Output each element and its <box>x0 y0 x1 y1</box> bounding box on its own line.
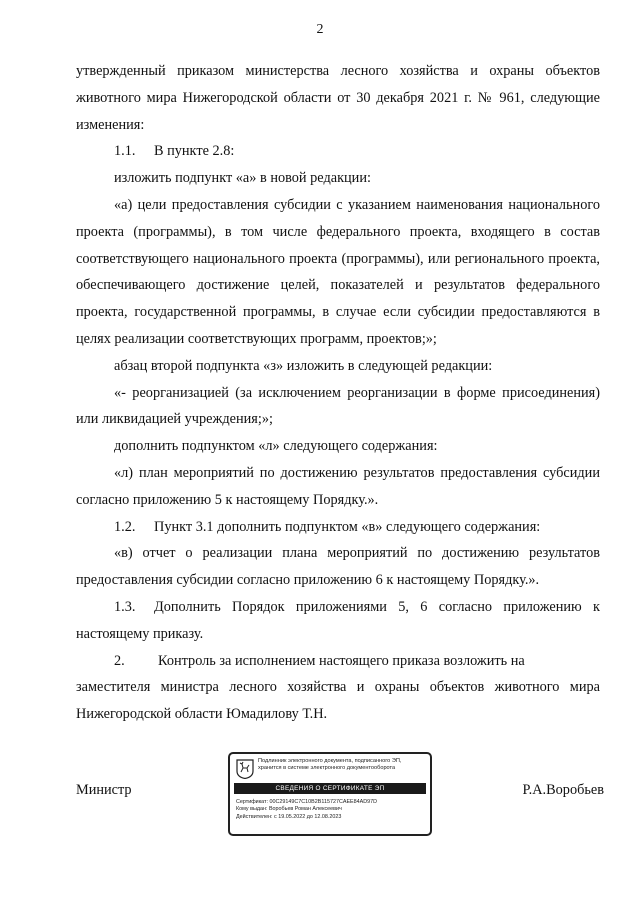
paragraph: «а) цели предоставления субсидии с указанием наименования национального проекта (программы), в том числе федерального проекта, входящего в состав соответствующего национального проекта (программы), или регионального проекта, обеспечивающего достижение целей, показателей и результатов федерального проекта, государственной программы, в случае если субсидии предоставляются в целях реализации соответствующих программ, проектов;»; <box>76 196 600 347</box>
stamp-certificate: Сертификат: 00C29149C7C10B2B115727CAEE84AD97D <box>236 799 378 805</box>
paragraph: изложить подпункт «а» в новой редакции: <box>114 170 371 187</box>
item-number: 1.1. <box>114 143 136 160</box>
paragraph: абзац второй подпункта «з» изложить в следующей редакции: <box>114 357 493 374</box>
deer-emblem-icon <box>236 759 254 779</box>
item-text: Пункт 3.1 дополнить подпунктом «в» следующего содержания: <box>154 518 541 535</box>
item-1-1 <box>76 138 600 165</box>
stamp-details <box>236 799 428 821</box>
item-text: Контроль за исполнением настоящего приказа возложить на <box>158 652 525 669</box>
item-1-3 <box>76 594 600 648</box>
item-number: 1.2. <box>114 518 136 535</box>
item-number: 1.3. <box>114 598 136 615</box>
signature-name: Р.А.Воробьев <box>522 782 604 798</box>
paragraph: «в) отчет о реализации плана мероприятий по достижению результатов предоставления субсидии согласно приложению 6 к настоящему Порядку.». <box>76 545 600 589</box>
stamp-header-line: Подлинник электронного документа, подписанного ЭП, <box>258 758 402 764</box>
paragraph: заместителя министра лесного хозяйства и охраны объектов животного мира Нижегородской области Юмадилову Т.Н. <box>76 679 600 723</box>
stamp-title: СВЕДЕНИЯ О СЕРТИФИКАТЕ ЭП <box>234 783 426 794</box>
stamp-valid: Действителен: с 19.05.2022 до 12.08.2023 <box>236 813 342 820</box>
paragraph: «- реорганизацией (за исключением реорганизации в форме присоединения) или ликвидацией учреждения;»; <box>76 384 600 428</box>
signature-position: Министр <box>76 782 132 798</box>
stamp-header-line: хранится в системе электронного документооборота <box>258 765 396 771</box>
electronic-signature-stamp <box>228 752 432 836</box>
item-text: Дополнить Порядок приложениями 5, 6 согласно приложению к настоящему приказу. <box>76 598 600 642</box>
stamp-header <box>258 758 430 772</box>
page-number: 2 <box>316 22 324 37</box>
item-2 <box>76 648 600 675</box>
item-text: В пункте 2.8: <box>154 143 235 160</box>
item-1-2 <box>76 514 600 541</box>
paragraph: «л) план мероприятий по достижению результатов предоставления субсидии согласно приложению 5 к настоящему Порядку.». <box>76 464 600 508</box>
item-number: 2. <box>114 652 125 669</box>
document-body <box>76 58 600 728</box>
stamp-issued-to: Кому выдан: Воробьев Роман Алексеевич <box>236 806 342 813</box>
paragraph-intro: утвержденный приказом министерства лесного хозяйства и охраны объектов животного мира Нижегородской области от 30 декабря 2021 г. № 961, следующие изменения: <box>76 63 600 133</box>
paragraph: дополнить подпунктом «л» следующего содержания: <box>114 438 438 455</box>
